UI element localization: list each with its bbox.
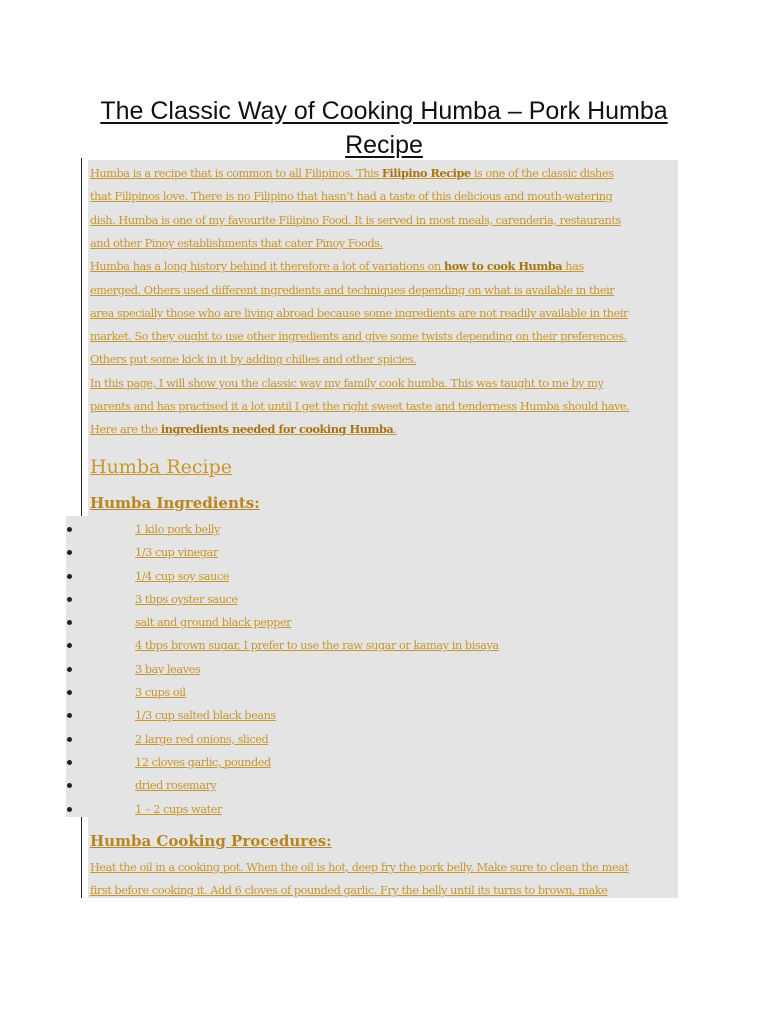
bold-link[interactable]: ingredients needed for cooking Humba bbox=[160, 422, 394, 437]
text-line[interactable]: Heat the oil in a cooking pot. When the oil is hot, deep fry the pork belly. Make sure to clean the meat bbox=[90, 861, 629, 874]
ingredient-link[interactable]: salt and ground black pepper bbox=[135, 616, 292, 630]
bold-link[interactable]: Filipino Recipe bbox=[381, 166, 471, 180]
text-line[interactable]: and other Pinoy establishments that cater Pinoy Foods. bbox=[90, 236, 383, 250]
text-line[interactable]: emerged. Others used different ingredients and techniques depending on what is available in their bbox=[90, 283, 615, 297]
ingredient-link[interactable]: 1/4 cup soy sauce bbox=[135, 569, 229, 583]
text-line[interactable]: Humba has a long history behind it therefore a lot of variations on how to cook Humba has bbox=[90, 259, 584, 274]
ingredient-link[interactable]: 1/3 cup vinegar bbox=[135, 546, 218, 560]
ingredient-link[interactable]: 4 tbps brown sugar, I prefer to use the raw sugar or kamay in bisaya bbox=[135, 639, 499, 653]
ingredient-link[interactable]: 1 kilo pork belly bbox=[135, 523, 220, 536]
ingredients-heading[interactable]: Humba Ingredients: bbox=[90, 494, 260, 512]
text-line[interactable]: dish. Humba is one of my favourite Filipino Food. It is served in most meals, carenderia, restaurants bbox=[90, 213, 621, 227]
ingredient-link[interactable]: 1/3 cup salted black beans bbox=[135, 709, 276, 723]
text-line[interactable]: Humba is a recipe that is common to all Filipinos. This Filipino Recipe is one of the classic dishes bbox=[90, 166, 614, 180]
text-line[interactable]: Here are the ingredients needed for cooking Humba. bbox=[90, 422, 397, 437]
text-line[interactable]: In this page, I will show you the classic way my family cook humba. This was taught to me by my bbox=[90, 376, 604, 390]
text-line[interactable]: area specially those who are living abroad because some ingredients are not readily available in their bbox=[90, 306, 628, 320]
ingredient-link[interactable]: 2 large red onions, sliced bbox=[135, 732, 269, 746]
ingredient-link[interactable]: 3 cups oil bbox=[135, 686, 186, 700]
ingredient-link[interactable]: 3 bay leaves bbox=[135, 662, 201, 676]
text-line[interactable]: Others put some kick in it by adding chilies and other spicies. bbox=[90, 353, 417, 367]
bullet-icon bbox=[67, 597, 72, 602]
ingredient-link[interactable]: 1 – 2 cups water bbox=[135, 802, 222, 816]
text-line[interactable]: market. So they ought to use other ingredients and give some twists depending on their preferences. bbox=[90, 330, 627, 344]
text-line[interactable]: parents and has practised it a lot until I get the right sweet taste and tenderness Humba should have. bbox=[90, 400, 630, 413]
procedures-heading[interactable]: Humba Cooking Procedures: bbox=[90, 832, 332, 850]
page-title: The Classic Way of Cooking Humba – Pork Humba Recipe bbox=[100, 97, 668, 159]
ingredient-link[interactable]: dried rosemary bbox=[135, 779, 217, 793]
recipe-heading[interactable]: Humba Recipe bbox=[90, 456, 233, 478]
ingredient-link[interactable]: 12 cloves garlic, pounded bbox=[135, 755, 271, 769]
ingredient-link[interactable]: 3 tbps oyster sauce bbox=[135, 592, 238, 606]
bullet-icon bbox=[67, 807, 72, 812]
bullet-icon bbox=[67, 737, 72, 742]
bullet-icon bbox=[67, 667, 72, 672]
bullet-icon bbox=[67, 527, 72, 532]
text-line[interactable]: first before cooking it. Add 6 cloves of pounded garlic. Fry the belly until its turns to brown, make bbox=[90, 884, 608, 898]
bold-link[interactable]: how to cook Humba bbox=[443, 259, 563, 274]
text-line[interactable]: that Filipinos love. There is no Filipino that hasn’t had a taste of this delicious and mouth-watering bbox=[90, 190, 613, 204]
bullet-icon bbox=[67, 760, 72, 765]
bullet-icon bbox=[67, 574, 72, 579]
